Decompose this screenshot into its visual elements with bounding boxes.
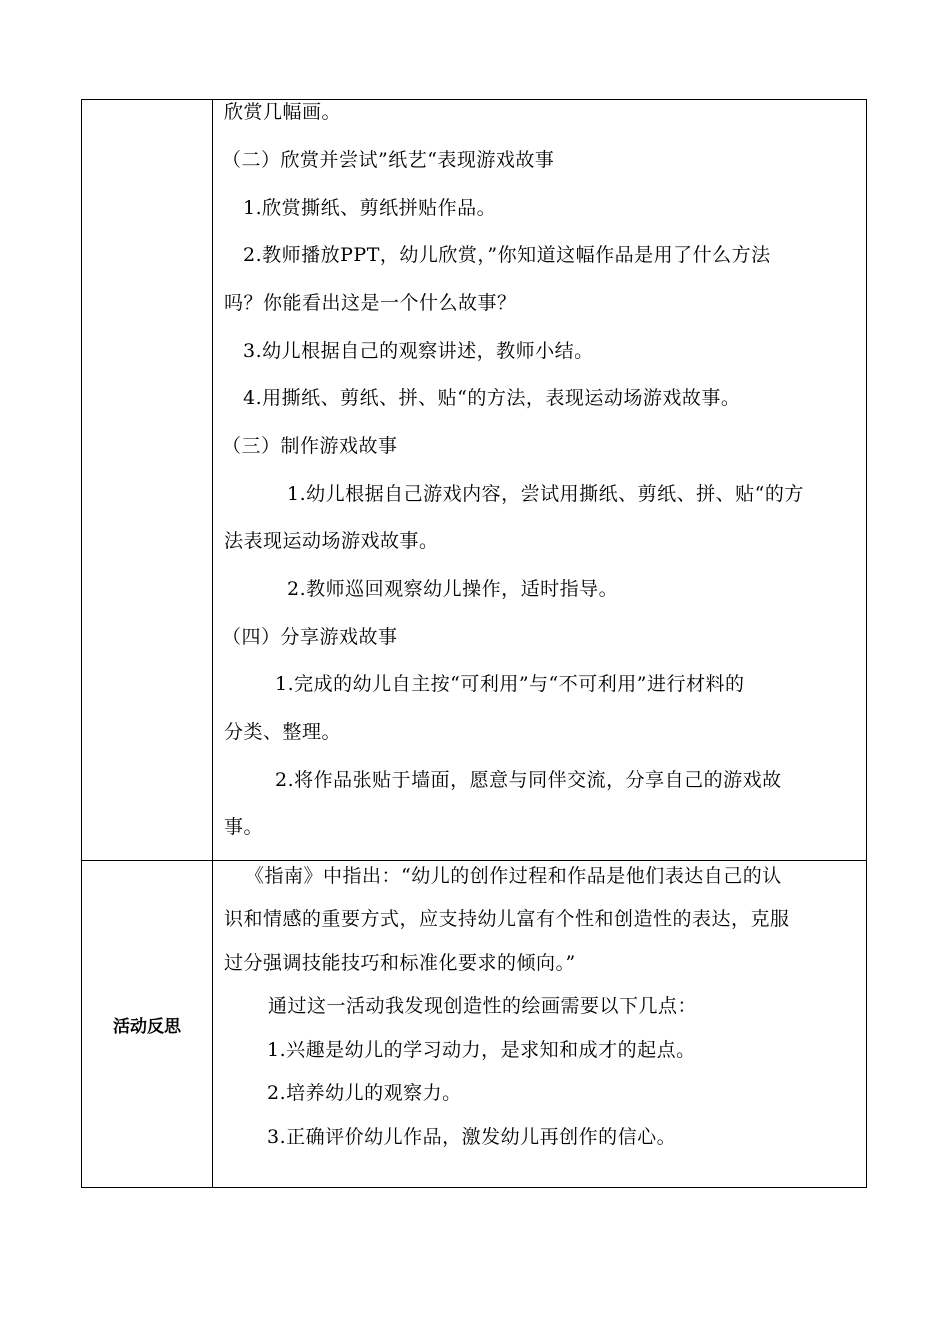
reflection-label-cell — [82, 861, 213, 1188]
process-line: 4.用撕纸、剪纸、拼、贴“的方法，表现运动场游戏故事。 — [243, 387, 741, 409]
reflection-line: 1.兴趣是幼儿的学习动力，是求知和成才的起点。 — [267, 1039, 696, 1061]
process-line: （二）欣赏并尝试”纸艺“表现游戏故事 — [222, 149, 555, 171]
process-line: 吗？你能看出这是一个什么故事？ — [224, 292, 517, 314]
process-line: 1.欣赏撕纸、剪纸拼贴作品。 — [243, 197, 497, 219]
reflection-content-cell — [213, 861, 867, 1188]
process-line: 3.幼儿根据自己的观察讲述，教师小结。 — [243, 340, 594, 362]
reflection-label: 活动反思 — [113, 1016, 181, 1037]
process-label-cell — [82, 100, 213, 861]
process-line: （三）制作游戏故事 — [222, 435, 398, 457]
reflection-line: 通过这一活动我发现创造性的绘画需要以下几点： — [268, 995, 698, 1017]
reflection-line: 识和情感的重要方式，应支持幼儿富有个性和创造性的表达，克服 — [224, 908, 790, 930]
reflection-line: 《指南》中指出：“幼儿的创作过程和作品是他们表达自己的认 — [245, 865, 782, 887]
process-line: 分类、整理。 — [224, 721, 342, 743]
reflection-row — [82, 861, 867, 1188]
reflection-line: 2.培养幼儿的观察力。 — [267, 1082, 462, 1104]
activity-process-row — [82, 100, 867, 861]
process-content-cell — [213, 100, 867, 861]
process-line: 1.幼儿根据自己游戏内容，尝试用撕纸、剪纸、拼、贴“的方 — [287, 483, 804, 505]
process-line: 2.教师巡回观察幼儿操作，适时指导。 — [287, 578, 619, 600]
reflection-line: 过分强调技能技巧和标准化要求的倾向。” — [224, 952, 576, 974]
process-line: 1.完成的幼儿自主按“可利用”与“不可利用”进行材料的 — [275, 673, 745, 695]
process-line: 事。 — [224, 816, 264, 838]
process-line: 法表现运动场游戏故事。 — [224, 530, 439, 552]
process-line: 2.将作品张贴于墙面，愿意与同伴交流，分享自己的游戏故 — [275, 769, 782, 791]
process-line: （四）分享游戏故事 — [222, 626, 398, 648]
process-line: 2.教师播放PPT，幼儿欣赏，”你知道这幅作品是用了什么方法 — [243, 244, 771, 266]
lesson-plan-table — [81, 99, 867, 1188]
reflection-line: 3.正确评价幼儿作品，激发幼儿再创作的信心。 — [267, 1126, 677, 1148]
process-line: 欣赏几幅画。 — [224, 101, 342, 123]
